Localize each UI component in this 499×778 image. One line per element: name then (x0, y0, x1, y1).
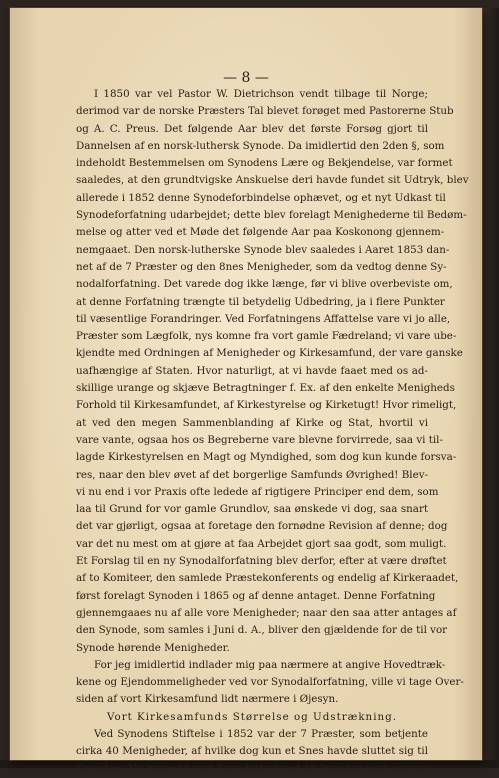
text-line: nemgaaet. Den norsk-lutherske Synode blev saaledes i Aaret 1853 dan- (76, 243, 450, 256)
text-line: Synode hørende Menigheder. (76, 641, 230, 654)
text-line: var det nu mest om at gjøre at faa Arbejdet gjort saa godt, som muligt. (76, 537, 447, 550)
text-line: vare vante, ogsaa hos os Begreberne vare blevne forvirrede, saa vi til- (76, 433, 443, 446)
text-line: derimod var de norske Præsters Tal blevet forøget med Pastorerne Stub (76, 105, 454, 118)
text-line: Forhold til Kirkesamfundet, af Kirkestyrelse og Kirketugt! Hvor rimeligt, (76, 399, 457, 412)
text-line: Synoden. Nu hører til vort Synodalforbund 38 Præster med omtrent (76, 762, 433, 775)
text-line: uafhængige af Staten. Hvor naturligt, at vi havde faaet med os ad- (76, 364, 428, 377)
text-line: lagde Kirkestyrelsen en Magt og Myndighed, som dog kun kunde forsva- (76, 451, 457, 464)
text-line: Dannelsen af en norsk-luthersk Synode. Da imidlertid den 2den §, som (76, 139, 445, 152)
text-line: res, naar den blev øvet af det borgerlige Samfunds Øvrighed! Blev- (76, 468, 428, 481)
text-line: den Synode, som samles i Juni d. A., bliver den gjældende for de til vor (76, 624, 448, 637)
text-line: Ved Synodens Stiftelse i 1852 var der 7 Præster, som betjente (94, 727, 428, 740)
text-line: nodalforfatning. Det varede dog ikke længe, før vi blive overbeviste om, (76, 278, 453, 291)
text-line: af to Komiteer, den samlede Præstekonferents og endelig af Kirkeraadet, (76, 572, 459, 585)
page-edge-shadow (482, 8, 499, 760)
text-line: Synodeforfatning udarbejdet; dette blev forelagt Menighederne til Bedøm- (76, 209, 467, 222)
text-line: indeholdt Bestemmelsen om Synodens Lære og Bekjendelse, var formet (76, 157, 453, 170)
text-line: For jeg imidlertid indlader mig paa nærmere at angive Hovedtræk- (94, 658, 446, 671)
text-line: allerede i 1852 denne Synodeforbindelse ophævet, og et nyt Udkast til (76, 191, 446, 204)
text-line: vi nu end i vor Praxis ofte ledede af rigtigere Principer end dem, som (76, 485, 439, 498)
text-line: og A. C. Preus. Det følgende Aar blev det første Forsøg gjort til (76, 122, 428, 135)
text-line: at ved den megen Sammenblanding af Kirke og Stat, hvortil vi (76, 416, 428, 429)
page-number: — 8 — (223, 70, 269, 86)
text-line: Præster som Lægfolk, nys komne fra vort gamle Fædreland; vi vare ube- (76, 330, 457, 343)
body-text (76, 86, 469, 778)
text-line: Et Forslag til en ny Synodalforfatning blev derfor, efter at være drøftet (76, 555, 447, 568)
text-line: skillige urange og skjæve Betragtninger f. Ex. af den enkelte Menigheds (76, 382, 455, 395)
text-line: saaledes, at den grundtvigske Anskuelse deri havde fundet sit Udtryk, blev (76, 174, 469, 187)
text-line: laa til Grund for vor gamle Grundlov, saa ønskede vi dog, saa snart (76, 503, 428, 516)
text-line: det var gjørligt, ogsaa at foretage den fornødne Revision af denne; dog (76, 520, 448, 533)
text-line: siden af vort Kirkesamfund lidt nærmere i Øjesyn. (76, 693, 339, 706)
text-line: net af de 7 Præster og den 8nes Menigheder, som da vedtog denne Sy- (76, 260, 447, 273)
document-page (10, 8, 482, 775)
text-line: at denne Forfatning trængte til betydelig Udbedring, ja i flere Punkter (76, 295, 445, 308)
text-line: kjendte med Ordningen af Menigheder og Kirkesamfund, der vare ganske (76, 347, 463, 360)
text-line: kene og Ejendommeligheder ved vor Synodalforfatning, ville vi tage Over- (76, 676, 464, 689)
text-line: cirka 40 Menigheder, af hvilke dog kun et Snes havde sluttet sig til (76, 745, 428, 758)
text-line: til væsentlige Forandringer. Ved Forfatningens Affattelse vare vi jo alle, (76, 312, 451, 325)
text-line: melse og atter ved et Møde det følgende Aar paa Koskonong gjennem- (76, 226, 445, 239)
text-line: gjennemgaaes nu af alle vore Menigheder; naar den saa atter antages af (76, 606, 457, 619)
section-heading: Vort Kirkesamfunds Størrelse og Udstrækning. (107, 710, 397, 723)
text-line: først forelagt Synoden i 1865 og af denne antaget. Denne Forfatning (76, 589, 436, 602)
text-line: I 1850 var vel Pastor W. Dietrichson vendt tilbage til Norge; (94, 88, 428, 100)
